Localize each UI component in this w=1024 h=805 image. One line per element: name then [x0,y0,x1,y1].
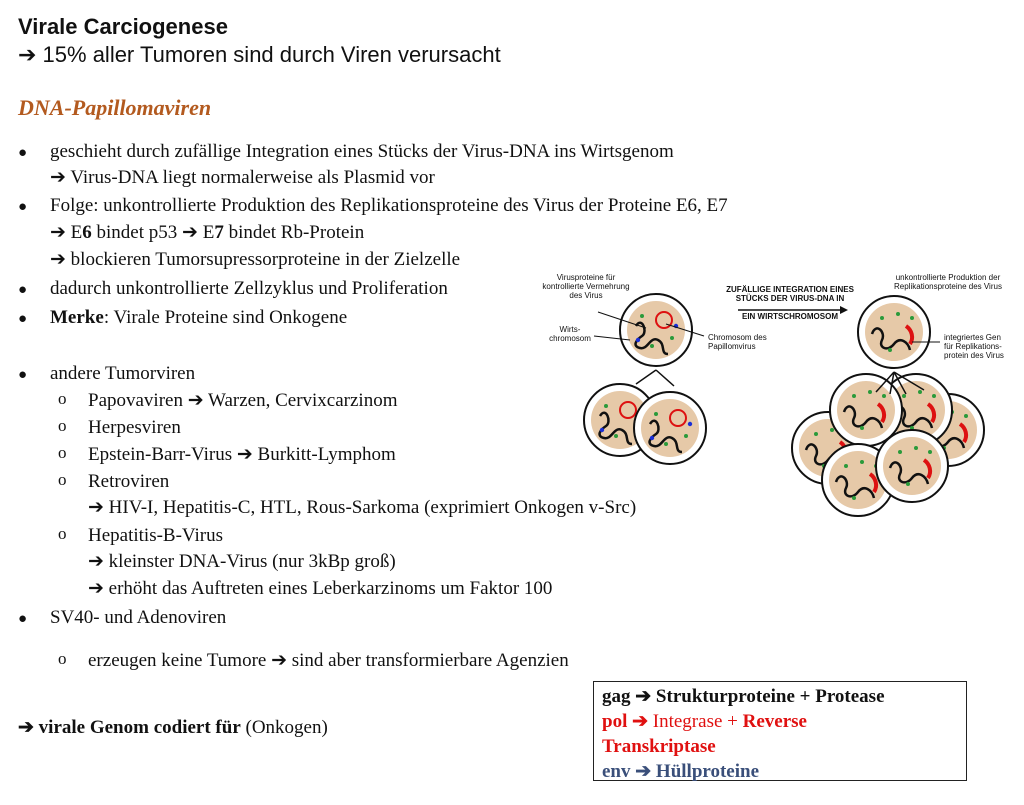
infected-cell-icon [620,294,692,366]
label-wirts-1: Wirts- [559,325,581,334]
sub-list-item-detail: ➔ erhöht das Auftreten eines Leberkarzinoms um Faktor 100 [88,578,553,599]
label-virusproteine-3: des Virus [569,291,603,300]
sub-list-item: erzeugen keine Tumore ➔ sind aber transformierbare Agenzien [88,650,569,671]
sub-list-item: Epstein-Barr-Virus ➔ Burkitt-Lymphom [88,444,396,465]
label-chromosom-2: Papillomvirus [708,342,756,351]
genome-note: ➔ virale Genom codiert für (Onkogen) [18,717,328,738]
proliferating-cells-cluster [792,374,984,516]
sub-list-item: Papovaviren ➔ Warzen, Cervixcarzinom [88,390,398,411]
daughter-cell-icon [634,392,706,464]
circle-bullet: o [58,416,67,435]
list-item: Folge: unkontrollierte Produktion des Replikationsproteine des Virus der Proteine E6, E7 [50,195,728,216]
gag-line: gag ➔ Strukturproteine + Protease [602,686,885,707]
integrated-cell-icon [858,296,930,368]
label-integration-2: STÜCKS DER VIRUS-DNA IN [735,294,845,303]
gene-legend-box [593,681,967,781]
label-unkontrolliert-2: Replikationsproteine des Virus [894,282,1002,291]
list-item-sub: ➔ E6 bindet p53 ➔ E7 bindet Rb-Protein [50,222,365,243]
list-item-sub: ➔ blockieren Tumorsupressorproteine in der Zielzelle [50,249,461,270]
papillomavirus-integration-diagram [528,270,1022,525]
page-title: Virale Carciogenese [18,14,228,39]
bullet-dot: ● [18,199,28,215]
bullet-dot: ● [18,145,28,161]
pol-line: pol ➔ Integrase + Reverse [602,711,807,732]
circle-bullet: o [58,443,67,462]
bullet-dot: ● [18,311,28,327]
label-integration-3: EIN WIRTSCHROMOSOM [742,312,838,321]
sub-list-item-detail: ➔ HIV-I, Hepatitis-C, HTL, Rous-Sarkoma (exprimiert Onkogen v-Src) [88,497,637,518]
label-unkontrolliert-1: unkontrollierte Produktion der [895,273,1001,282]
label-chromosom-1: Chromosom des [708,333,767,342]
label-wirts-2: chromosom [549,334,591,343]
label-integriert-3: protein des Virus [944,351,1004,360]
pol-line-2: Transkriptase [602,736,716,757]
page-subtitle: ➔ 15% aller Tumoren sind durch Viren verursacht [18,42,501,67]
list-item: dadurch unkontrollierte Zellzyklus und Proliferation [50,278,448,299]
label-integriert-2: für Replikations- [944,342,1002,351]
env-line: env ➔ Hüllproteine [602,761,760,782]
list-item: SV40- und Adenoviren [50,607,227,628]
sub-list-item: Retroviren [88,471,170,492]
section-title: DNA-Papillomaviren [18,95,212,120]
bullet-dot: ● [18,367,28,383]
sub-list-item-detail: ➔ kleinster DNA-Virus (nur 3kBp groß) [88,551,396,572]
label-integriert-1: integriertes Gen [944,333,1001,342]
bullet-dot: ● [18,282,28,298]
label-virusproteine-1: Virusproteine für [556,273,616,282]
circle-bullet: o [58,470,67,489]
list-item: geschieht durch zufällige Integration eines Stücks der Virus-DNA ins Wirtsgenom [50,141,674,162]
list-item: Merke: Virale Proteine sind Onkogene [50,307,348,328]
sub-list-item: Herpesviren [88,417,181,438]
label-virusproteine-2: kontrollierte Vermehrung [542,282,630,291]
circle-bullet: o [58,649,67,668]
list-item: andere Tumorviren [50,363,196,384]
bullet-dot: ● [18,611,28,627]
list-item-sub: ➔ Virus-DNA liegt normalerweise als Plasmid vor [50,167,435,188]
sub-list-item: Hepatitis-B-Virus [88,525,224,546]
label-integration-1: ZUFÄLLIGE INTEGRATION EINES [726,285,854,294]
circle-bullet: o [58,389,67,408]
circle-bullet: o [58,524,67,543]
